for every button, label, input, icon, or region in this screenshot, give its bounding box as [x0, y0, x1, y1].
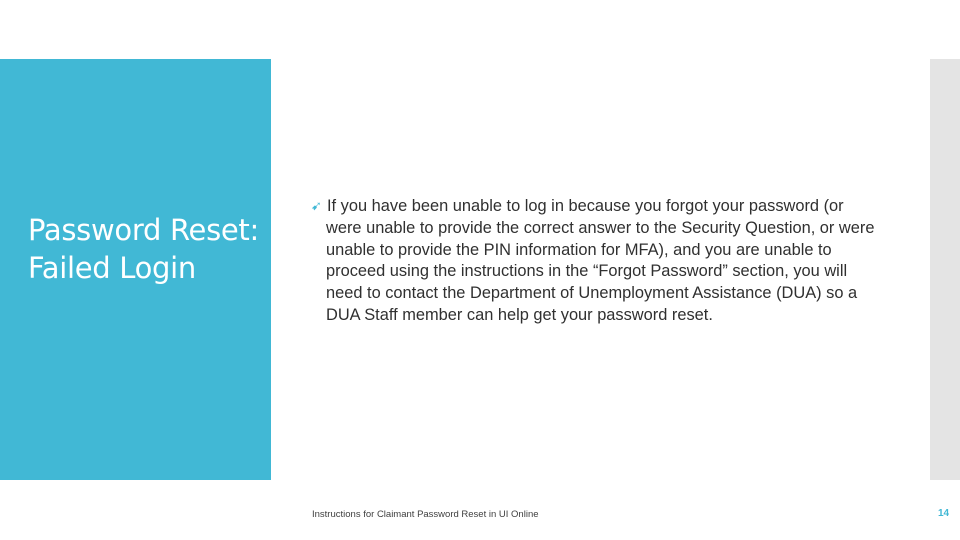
slide-title: Password Reset: Failed Login	[28, 213, 259, 285]
right-accent-strip	[930, 59, 960, 480]
slide-number: 14	[938, 508, 950, 519]
bullet-arrow-icon: ➹	[311, 198, 322, 213]
bullet-text: If you have been unable to log in because you forgot your password (or were unable to provide the correct answer to the Security Question, or were unable to provide the PIN information for MFA), and you are unable to proceed using the instructions in the “Forgot Password” section, you will need to contact the Department of Unemployment Assistance (DUA) so a DUA Staff member can help get your password reset.	[326, 197, 875, 324]
body-bullet-list	[311, 195, 881, 327]
bullet-item	[311, 195, 881, 327]
footer-text: Instructions for Claimant Password Reset in UI Online	[312, 509, 539, 520]
